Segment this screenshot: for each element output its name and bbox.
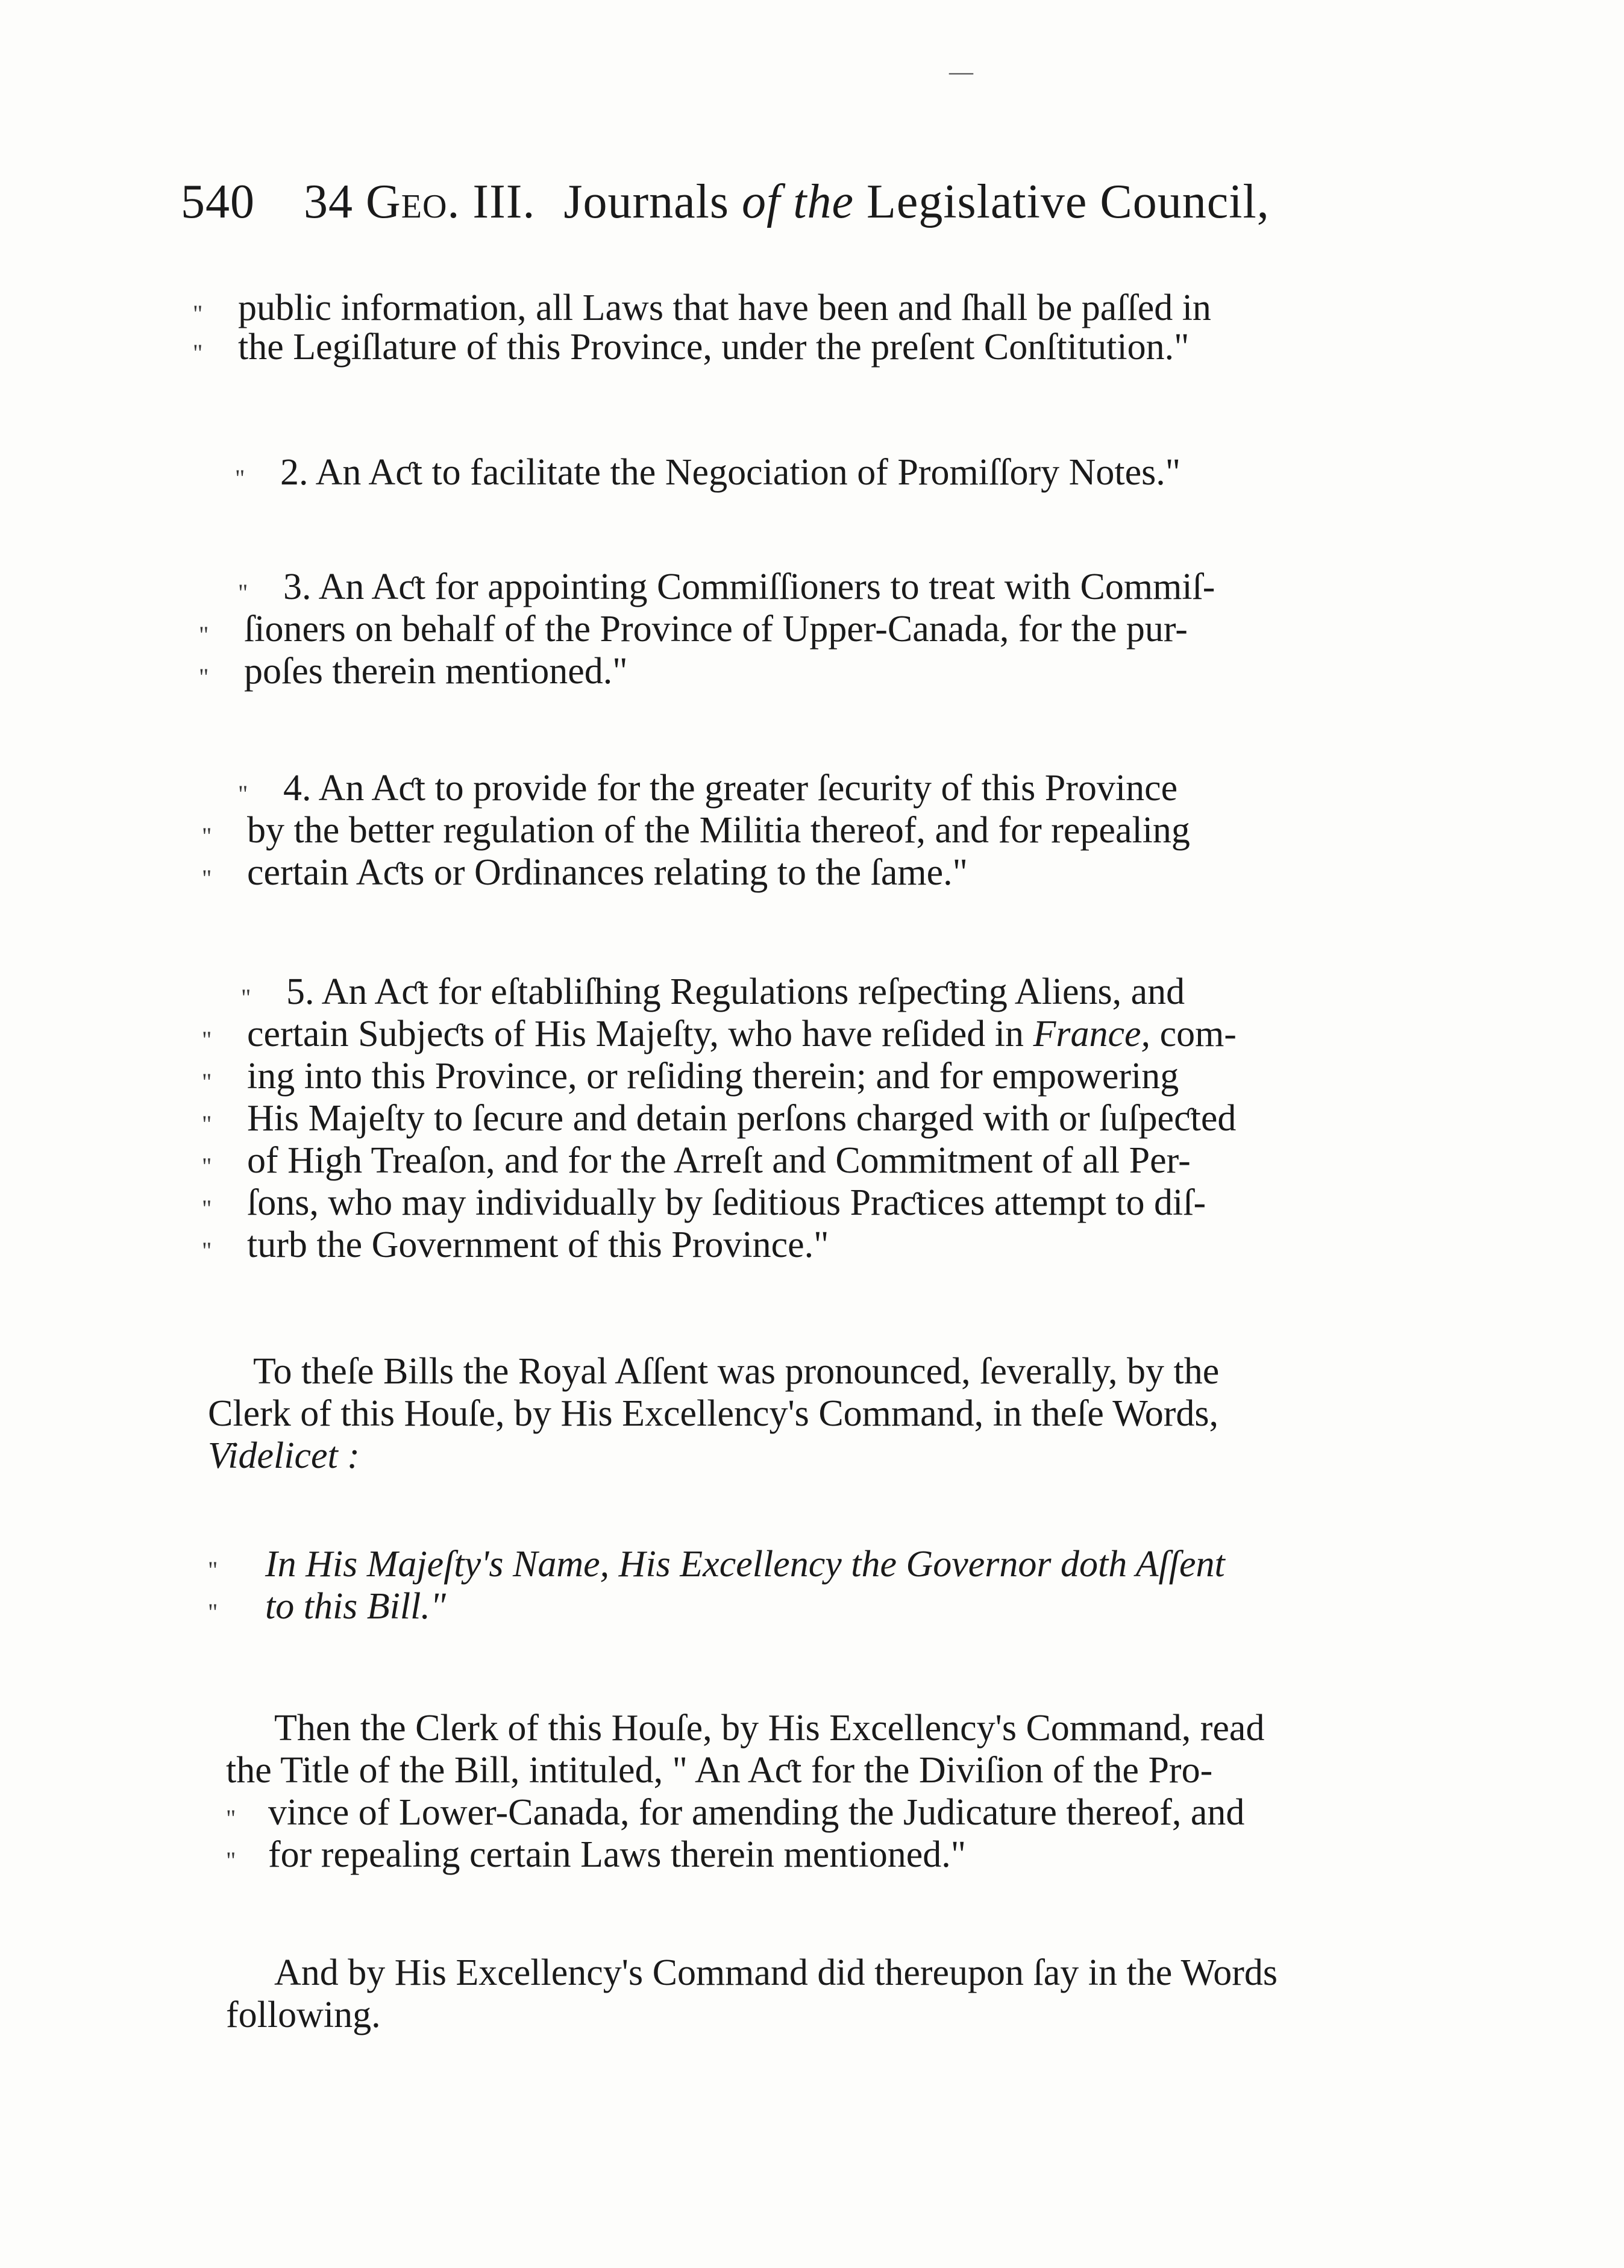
act5-line3: ing into this Province, or reſiding therein; and for empowering (247, 1056, 1179, 1097)
assent-line3: Videlicet : (208, 1435, 360, 1476)
closing-line2: following. (226, 1994, 381, 2035)
quote-mark: " (202, 1153, 212, 1180)
act3-line3: poſes therein mentioned." (244, 651, 628, 692)
act5-line5: of High Treaſon, and for the Arreſt and Commitment of all Per- (247, 1140, 1191, 1181)
reign-year: 34 Geo. III. (304, 175, 536, 228)
assent-line1: To theſe Bills the Royal Aſſent was pronounced, ſeverally, by the (253, 1351, 1220, 1392)
quote-mark: " (202, 865, 212, 892)
quote-mark: " (208, 1599, 218, 1626)
quote-mark: " (226, 1805, 236, 1832)
division-line2: the Title of the Bill, intituled, " An Aƈt for the Diviſion of the Pro- (226, 1750, 1213, 1791)
act5-line6: ſons, who may individually by ſeditious Praƈtices attempt to diſ- (247, 1182, 1206, 1223)
act3-line1: 3. An Aƈt for appointing Commiſſioners to treat with Commiſ- (283, 566, 1215, 607)
page-header (181, 172, 1446, 232)
act4-line3: certain Aƈts or Ordinances relating to the ſame." (247, 852, 968, 893)
act2-line1: 2. An Aƈt to facilitate the Negociation of Promiſſory Notes." (280, 452, 1181, 493)
quote-mark: " (202, 822, 212, 850)
quote-mark: " (238, 579, 248, 606)
quote-mark: " (202, 1111, 212, 1138)
header-title-of-the: of the (741, 175, 854, 228)
quote-mark: " (202, 1237, 212, 1264)
para1-line1: public information, all Laws that have been and ſhall be paſſed in (238, 287, 1211, 328)
para1-line2: the Legiſlature of this Province, under the preſent Conſtitution." (238, 327, 1190, 368)
closing-line1: And by His Excellency's Command did thereupon ſay in the Words (274, 1952, 1278, 1993)
top-mark: — (949, 58, 973, 85)
act5-line2-end: com- (1159, 1013, 1237, 1054)
assent-line2: Clerk of this Houſe, by His Excellency's Command, in theſe Words, (208, 1393, 1219, 1434)
quote-mark: " (202, 1068, 212, 1095)
quote-mark: " (193, 339, 203, 366)
act4-line2: by the better regulation of the Militia thereof, and for repealing (247, 810, 1190, 851)
quote-mark: " (241, 984, 251, 1011)
act5-line7: turb the Government of this Province." (247, 1224, 829, 1265)
quote-mark: " (235, 465, 245, 492)
division-line4: for repealing certain Laws therein mentioned." (268, 1834, 967, 1875)
formula-line2: to this Bill." (265, 1586, 446, 1627)
quote-mark: " (202, 1026, 212, 1053)
act3-line2: ſioners on behalf of the Province of Upper-Canada, for the pur- (244, 609, 1188, 650)
quote-mark: " (193, 300, 203, 327)
division-line3: vince of Lower-Canada, for amending the Judicature thereof, and (268, 1792, 1245, 1833)
act5-line2 (247, 1012, 1237, 1056)
division-line1: Then the Clerk of this Houſe, by His Excellency's Command, read (274, 1708, 1265, 1749)
act5-line4: His Majeſty to ſecure and detain perſons charged with or ſuſpeƈted (247, 1098, 1237, 1139)
quote-mark: " (199, 663, 209, 691)
act5-line1: 5. An Aƈt for eſtabliſhing Regulations reſpeƈting Aliens, and (286, 971, 1185, 1012)
quote-mark: " (202, 1195, 212, 1222)
formula-line1: In His Majeſty's Name, His Excellency the Governor doth Aſſent (265, 1544, 1225, 1585)
act5-line2-text: certain Subjeƈts of His Majeſty, who have reſided in (247, 1013, 1024, 1054)
header-title-journals: Journals (563, 175, 729, 228)
quote-mark: " (199, 621, 209, 648)
act5-france: France, (1033, 1013, 1151, 1054)
page-number: 540 (181, 175, 255, 228)
header-title-council: Legislative Council, (866, 175, 1270, 228)
act4-line1: 4. An Aƈt to provide for the greater ſecurity of this Province (283, 768, 1178, 809)
quote-mark: " (238, 780, 248, 807)
quote-mark: " (226, 1847, 236, 1874)
quote-mark: " (208, 1556, 218, 1584)
